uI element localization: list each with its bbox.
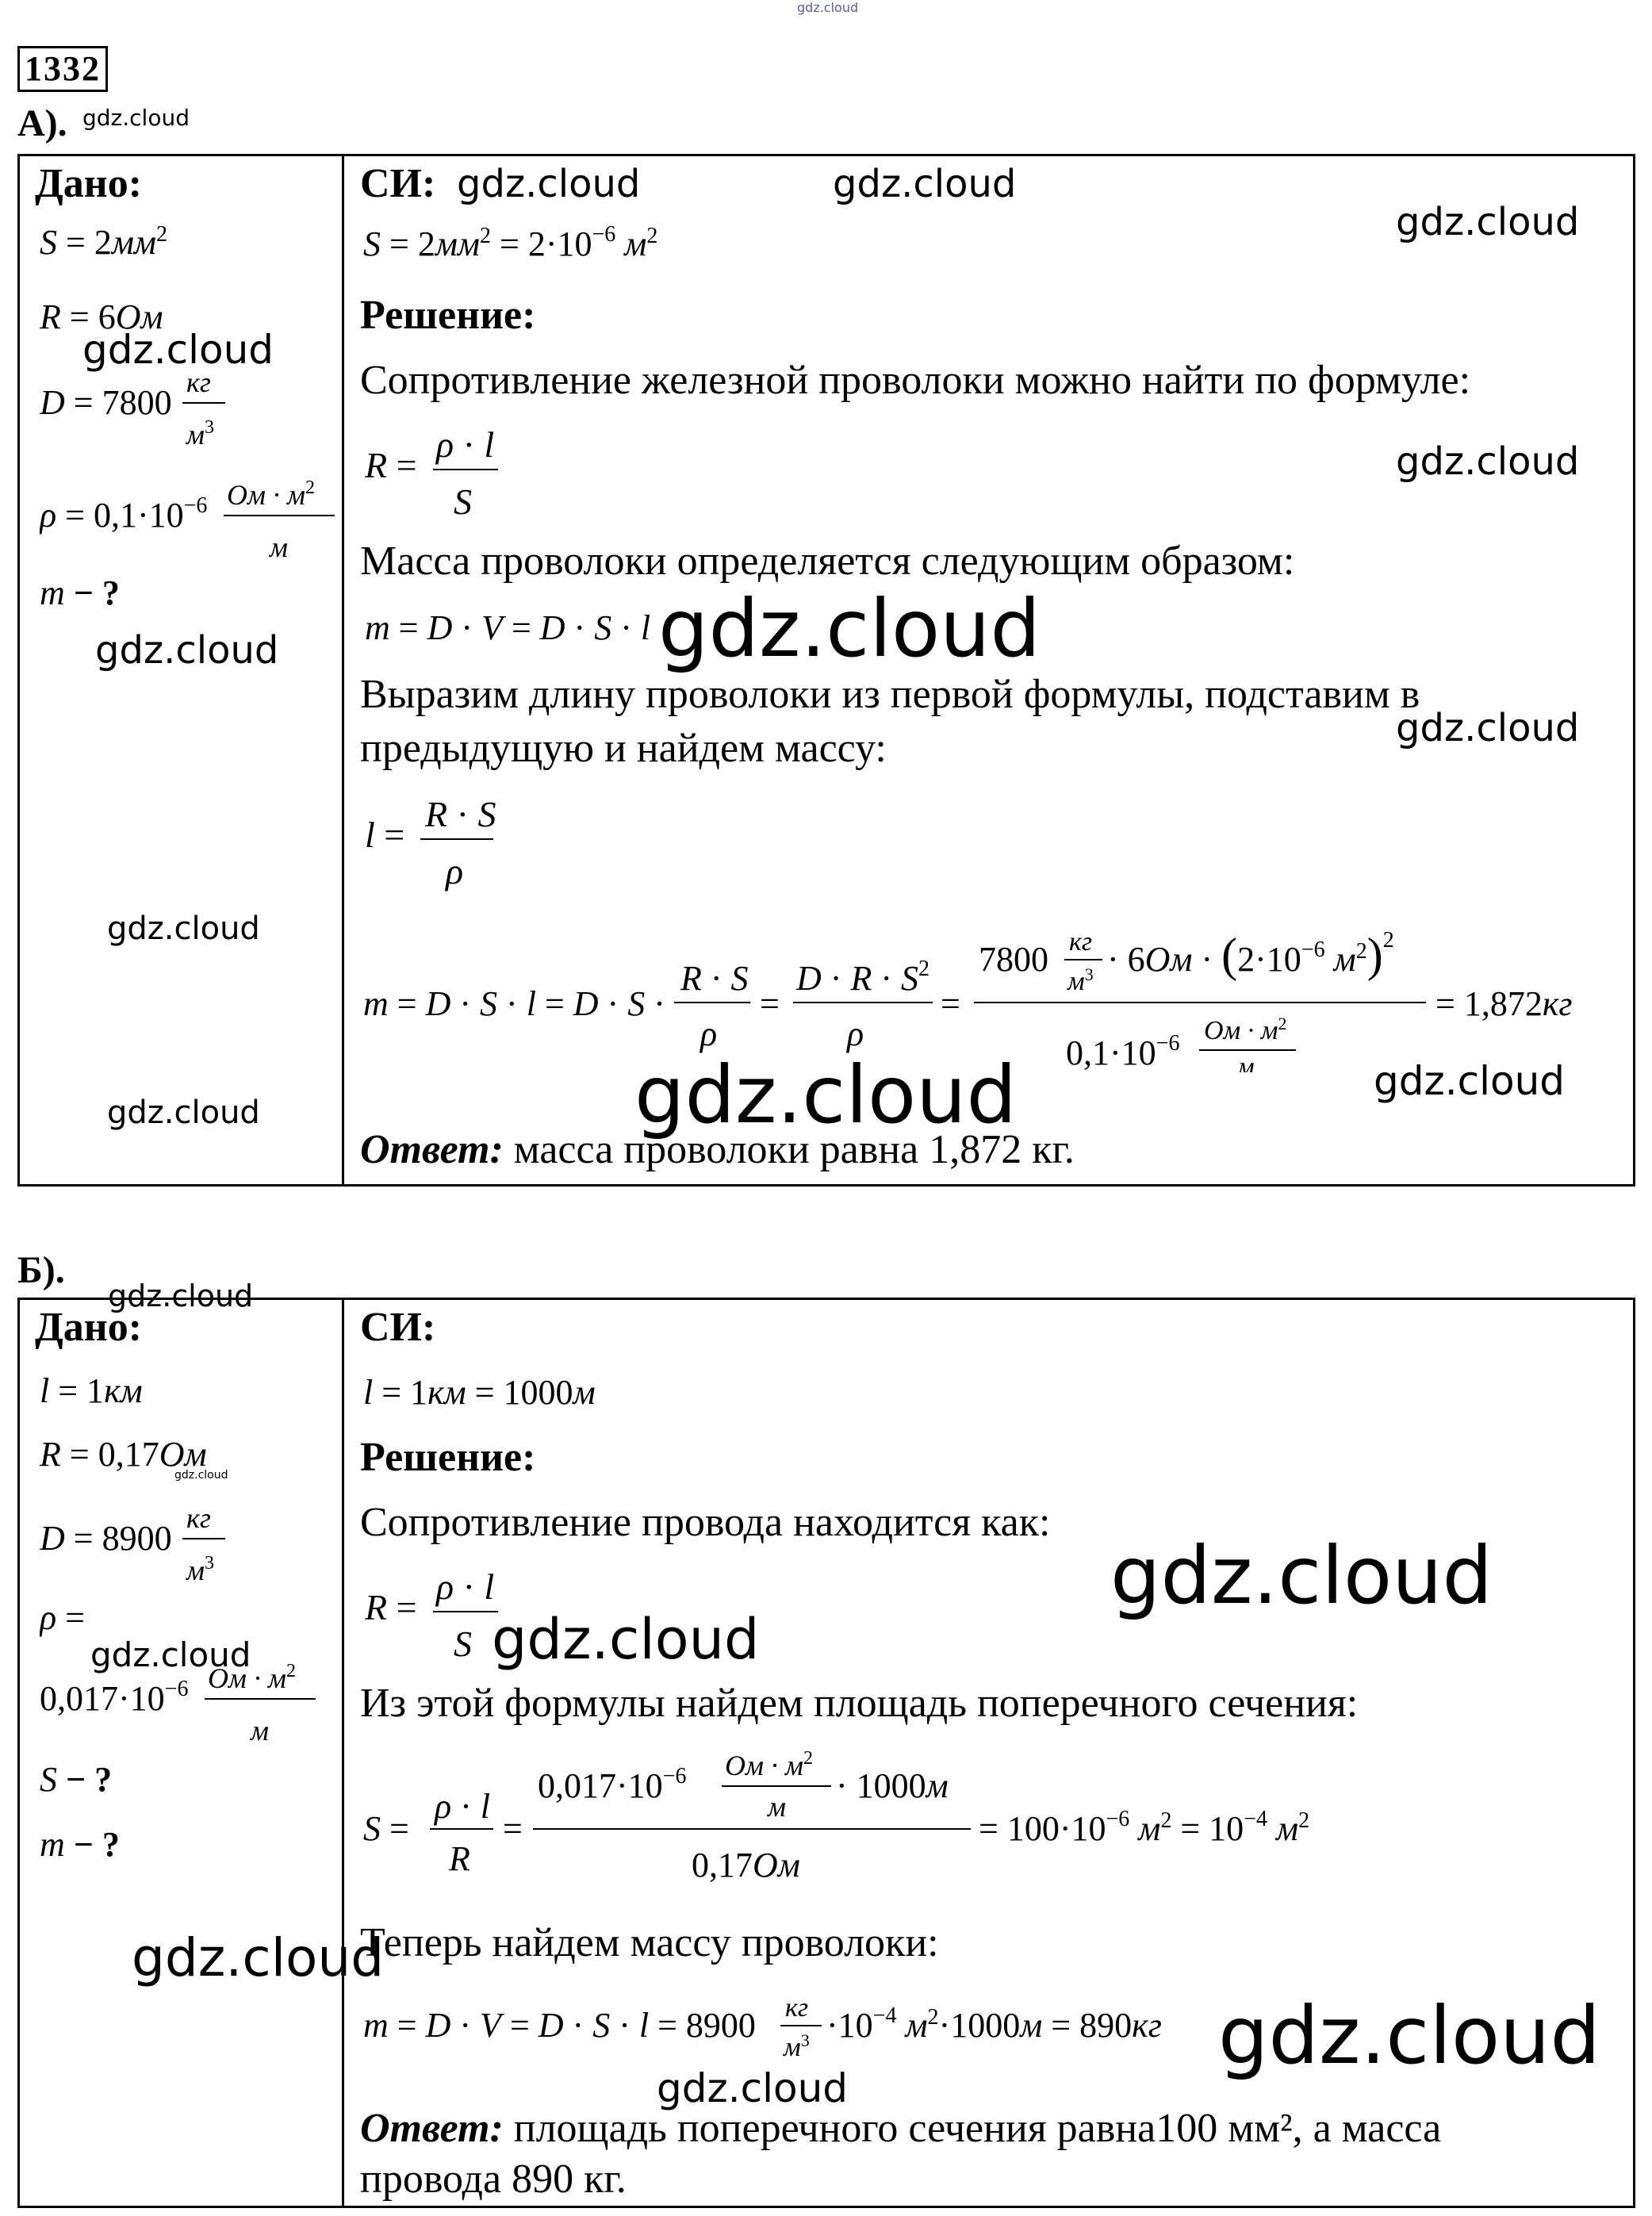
watermark-large: gdz.cloud	[1218, 1989, 1601, 2082]
svg-text:ρ: ρ	[847, 1014, 864, 1053]
watermark: gdz.cloud	[82, 105, 190, 131]
svg-text:R =: R =	[365, 1587, 417, 1627]
formula-mass	[365, 603, 682, 662]
given-resistivity: $\rho = 0,1\cdot 10^{-6}$	[40, 493, 208, 535]
svg-text:кг: кг	[1069, 927, 1093, 957]
svg-text:R =: R =	[365, 445, 417, 485]
svg-text:R · S: R · S	[680, 959, 749, 998]
part-b-label: Б).	[17, 1249, 65, 1291]
svg-text:=: =	[941, 984, 960, 1023]
solution-text-3b: предыдущую и найдем массу:	[360, 726, 887, 771]
svg-text:Ом · м2: Ом · $м^2$	[725, 1748, 813, 1781]
watermark: gdz.cloud	[1396, 706, 1580, 750]
svg-text:=: =	[760, 984, 780, 1023]
svg-text:м3: $м^3$	[784, 2030, 810, 2062]
given-header: Дано:	[35, 161, 143, 206]
svg-text:= 100·10−6 м2 = 10−4 м2: = $100\cdot 10^{-6}$ $м^2 = 10^{-4}$ $м^2$	[979, 1807, 1310, 1848]
solution-text-3: Теперь найдем массу проволоки:	[360, 1920, 939, 1965]
svg-text:м3: $м^3$	[186, 417, 214, 450]
given-length: l = 1км	[40, 1371, 143, 1410]
watermark: gdz.cloud	[90, 1635, 251, 1674]
svg-text:= 1,872кг: = 1,872кг	[1435, 984, 1573, 1023]
svg-text:·10−4 м2·1000м = 890кг: $\cdot 10^{-4}$ $м^2\cdot 1000м = 890кг$	[826, 2003, 1162, 2045]
watermark-large: gdz.cloud	[492, 1607, 760, 1672]
svg-text:0,017·10−6: $0,017\cdot 10^{-6}$	[40, 1677, 189, 1718]
svg-text:S: S	[454, 1624, 472, 1664]
solution-text-1: Сопротивление железной проволоки можно найти по формуле:	[360, 358, 1471, 403]
svg-text:кг: кг	[186, 366, 211, 398]
svg-text:R: R	[449, 1839, 470, 1878]
svg-text:l = 1км = 1000м: l = 1км = 1000м	[363, 1373, 596, 1412]
svg-text:S = 2мм2 = 2·10−6 м2: $S = 2мм^2 = 2\cdot 10^{-6}$ $м^2$	[363, 224, 658, 263]
solution-text-1: Сопротивление провода находится как:	[360, 1500, 1051, 1545]
given-header: Дано:	[35, 1305, 143, 1350]
watermark-large: gdz.cloud	[634, 1049, 1018, 1141]
svg-text:ρ: ρ	[446, 851, 464, 891]
svg-text:м3: $м^3$	[1067, 964, 1094, 996]
si-line	[363, 1371, 696, 1422]
svg-text:· 1000м: · 1000м	[836, 1766, 949, 1805]
svg-text:ρ: ρ	[700, 1014, 718, 1053]
watermark: gdz.cloud	[82, 327, 274, 373]
watermark: gdz.cloud	[95, 628, 279, 673]
formula-resistance	[365, 420, 523, 527]
watermark-large: gdz.cloud	[132, 1927, 385, 1988]
watermark-large: gdz.cloud	[658, 582, 1041, 675]
answer-b-line-2: провода 890 кг.	[360, 2157, 627, 2202]
svg-text:кг: кг	[186, 1502, 211, 1534]
svg-text:l =: l =	[365, 815, 405, 855]
answer-a	[360, 1126, 1075, 1173]
watermark: gdz.cloud	[107, 1095, 260, 1131]
answer-text: площадь поперечного сечения равна100 мм², а масса	[503, 2106, 1442, 2151]
watermark: gdz.cloud	[457, 162, 641, 206]
svg-text:D · R · S2: $D \cdot R \cdot S^2$	[796, 957, 929, 998]
svg-text:Ом · м2: Ом · $м^2$	[208, 1661, 296, 1694]
svg-text:ρ · l: ρ · l	[435, 1787, 491, 1826]
solution-text-3a: Выразим длину проволоки из первой формулы, подставим в	[360, 672, 1420, 717]
svg-text:м: м	[270, 531, 288, 563]
given-resistance: R = 0,17Ом	[40, 1435, 207, 1474]
svg-text:Ом · м2: Ом · $м^2$	[227, 477, 315, 511]
formula-length	[365, 790, 523, 897]
svg-text:0,17Ом: 0,17Ом	[692, 1846, 800, 1884]
svg-text:=: =	[503, 1809, 523, 1848]
svg-text:m = D · V = D · S · l = 8900: m = D · V = D · S · l = 8900	[363, 2006, 756, 2045]
watermark: gdz.cloud	[833, 162, 1017, 206]
given-area	[40, 1371, 341, 1898]
answer-text: масса проволоки равна 1,872 кг.	[503, 1127, 1075, 1172]
svg-text:0,1·10−6: $0,1\cdot 10^{-6}$	[1066, 1031, 1180, 1072]
solution-text-2: Из этой формулы найдем площадь поперечного сечения:	[360, 1681, 1359, 1726]
given-resistance: R = 6Ом	[40, 297, 163, 336]
watermark: gdz.cloud	[108, 1279, 254, 1313]
svg-text:R · S: R · S	[425, 794, 496, 834]
given-density: D = 7800	[40, 383, 172, 422]
problem-number: 1332	[17, 46, 108, 92]
watermark: gdz.cloud	[1396, 439, 1580, 484]
given-mass-unknown: m − ?	[40, 1825, 120, 1864]
watermark: gdz.cloud	[107, 911, 260, 947]
watermark: gdz.cloud	[797, 0, 859, 15]
watermark: gdz.cloud	[1374, 1058, 1566, 1104]
watermark-large: gdz.cloud	[1110, 1529, 1493, 1622]
svg-text:m = D · S · l = D · S ·: m = D · S · l = D · S ·	[363, 984, 665, 1023]
svg-text:кг: кг	[785, 1993, 809, 2022]
formula-area	[363, 1740, 1394, 1903]
answer-label: Ответ:	[360, 2106, 504, 2151]
svg-text:ρ · l: ρ · l	[436, 424, 495, 465]
part-a-label: А).	[17, 102, 67, 144]
svg-text:m = D · V = D · S · l: m = D · V = D · S · l	[365, 608, 651, 647]
given-resistivity: ρ =	[40, 1598, 85, 1637]
given-formulas-b	[40, 1371, 341, 1894]
svg-text:м: м	[1237, 1052, 1255, 1072]
si-header: СИ:	[360, 161, 436, 206]
svg-text:м3: $м^3$	[186, 1553, 214, 1586]
si-header: СИ:	[360, 1305, 436, 1350]
svg-text:S: S	[454, 481, 472, 522]
svg-text:S =: S =	[363, 1809, 409, 1848]
watermark: gdz.cloud	[174, 1469, 228, 1482]
svg-text:Ом · м2: Ом · $м^2$	[1204, 1014, 1287, 1045]
solution-text-2: Масса проволоки определяется следующим образом:	[360, 539, 1295, 584]
given-density: D = 8900	[40, 1519, 172, 1558]
svg-text:0,017·10−6: $0,017\cdot 10^{-6}$	[538, 1764, 687, 1805]
given-mass-unknown: m − ?	[40, 573, 120, 612]
svg-text:· 6Ом · (2·10−6 м2)2: · $6Ом \cdot (2\cdot 10^{-6}$ $м^2)^2$	[1107, 928, 1394, 981]
given-area-s: $S = 2мм^2$	[40, 224, 167, 262]
answer-label: Ответ:	[360, 1127, 504, 1172]
solution-header: Решение:	[360, 293, 536, 338]
given-area-unknown: S − ?	[40, 1760, 113, 1799]
answer-b-line-1	[360, 2105, 1441, 2152]
watermark: gdz.cloud	[1396, 200, 1580, 244]
svg-text:ρ · l: ρ · l	[436, 1566, 495, 1607]
svg-text:м: м	[251, 1715, 269, 1746]
svg-text:7800: 7800	[979, 940, 1048, 979]
solution-header: Решение:	[360, 1435, 536, 1480]
si-line	[363, 224, 776, 275]
watermark: gdz.cloud	[657, 2065, 849, 2111]
svg-text:м: м	[768, 1791, 786, 1823]
